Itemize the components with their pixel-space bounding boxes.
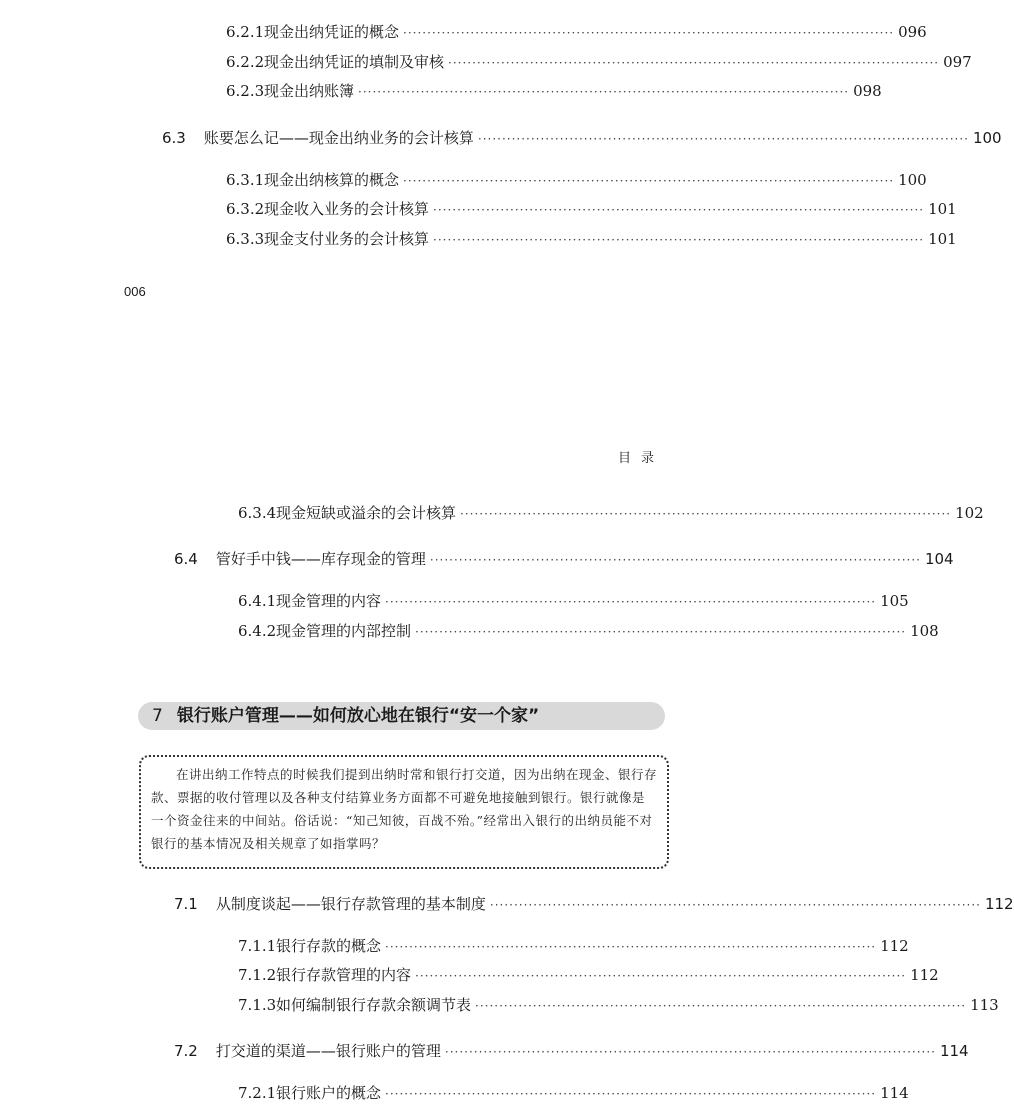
entry-number: 6.3.4	[238, 504, 277, 522]
toc-entry-6-4-2[interactable]	[238, 619, 939, 643]
dot-leader: ······································································································	[403, 174, 895, 188]
dot-leader: ······································································································	[433, 203, 925, 217]
dot-leader: ······································································································	[385, 1087, 877, 1101]
entry-page: 105	[880, 592, 909, 610]
toc-entry-6-2-3[interactable]	[226, 79, 882, 103]
section-page: 104	[924, 550, 954, 568]
section-number: 7.1	[174, 895, 198, 913]
toc-entry-6-4-1[interactable]	[238, 589, 909, 613]
chapter-intro-box: 在讲出纳工作特点的时候我们提到出纳时常和银行打交道，因为出纳在现金、银行存款、票据的收付管理以及各种支付结算业务方面都不可避免地接触到银行。银行就像是一个资金往来的中间站。俗话说：“知己知彼，百战不殆。”经常出入银行的出纳员能不对银行的基本情况及相关规章了如指掌吗？	[139, 755, 669, 869]
dot-leader: ······································································································	[460, 507, 952, 521]
left-page-number: 006	[124, 284, 146, 299]
dot-leader: ······································································································	[489, 898, 981, 912]
chapter-number: 7	[152, 706, 163, 726]
entry-page: 100	[898, 171, 927, 189]
section-number: 6.4	[174, 550, 198, 568]
entry-page: 098	[853, 82, 882, 100]
dot-leader: ······································································································	[429, 553, 921, 567]
section-title: 管好手中钱——库存现金的管理	[215, 550, 426, 568]
entry-page: 102	[955, 504, 984, 522]
dot-leader: ······································································································	[403, 26, 895, 40]
section-title: 从制度谈起——银行存款管理的基本制度	[215, 895, 486, 913]
entry-number: 7.1.1	[238, 937, 277, 955]
entry-number: 7.1.2	[238, 966, 277, 984]
entry-title: 现金出纳凭证的填制及审核	[264, 53, 445, 71]
entry-page: 101	[928, 230, 957, 248]
toc-entry-6-3-2[interactable]	[226, 197, 957, 221]
entry-title: 银行账户的概念	[276, 1084, 382, 1102]
toc-entry-6-2-1[interactable]	[226, 20, 927, 44]
chapter-title: 银行账户管理——如何放心地在银行“安一个家”	[176, 706, 540, 726]
entry-title: 现金出纳账簿	[264, 82, 355, 100]
entry-title: 现金管理的内容	[276, 592, 382, 610]
entry-number: 6.3.3	[226, 230, 265, 248]
toc-section-6-4[interactable]	[174, 547, 954, 571]
entry-title: 现金出纳凭证的概念	[264, 23, 400, 41]
section-page: 100	[972, 129, 1002, 147]
running-head: 目录	[617, 451, 664, 466]
entry-number: 6.4.1	[238, 592, 277, 610]
toc-section-6-3[interactable]	[162, 126, 1002, 150]
toc-entry-6-3-1[interactable]	[226, 168, 927, 192]
entry-page: 108	[910, 622, 939, 640]
toc-entry-7-1-2[interactable]	[238, 963, 939, 987]
dot-leader: ······································································································	[385, 595, 877, 609]
entry-title: 现金管理的内部控制	[276, 622, 412, 640]
entry-number: 6.2.3	[226, 82, 265, 100]
toc-entry-7-2-1[interactable]	[238, 1081, 909, 1105]
section-number: 7.2	[174, 1042, 198, 1060]
toc-section-7-2[interactable]	[174, 1039, 969, 1063]
dot-leader: ······································································································	[385, 940, 877, 954]
dot-leader: ······································································································	[358, 85, 850, 99]
dot-leader: ······································································································	[433, 233, 925, 247]
dot-leader: ······································································································	[444, 1045, 936, 1059]
entry-title: 银行存款的概念	[276, 937, 382, 955]
entry-number: 6.2.1	[226, 23, 265, 41]
section-page: 112	[984, 895, 1014, 913]
entry-title: 现金收入业务的会计核算	[264, 200, 430, 218]
entry-number: 6.3.2	[226, 200, 265, 218]
entry-number: 7.1.3	[238, 996, 277, 1014]
toc-entry-6-3-3[interactable]	[226, 227, 957, 251]
dot-leader: ······································································································	[477, 132, 969, 146]
entry-number: 6.2.2	[226, 53, 265, 71]
toc-entry-6-2-2[interactable]	[226, 50, 972, 74]
entry-page: 101	[928, 200, 957, 218]
dot-leader: ······································································································	[448, 56, 940, 70]
entry-page: 113	[970, 996, 999, 1014]
entry-page: 097	[943, 53, 972, 71]
entry-page: 112	[910, 966, 939, 984]
section-number: 6.3	[162, 129, 186, 147]
entry-title: 现金出纳核算的概念	[264, 171, 400, 189]
toc-entry-6-3-4[interactable]	[238, 501, 984, 525]
dot-leader: ······································································································	[415, 969, 907, 983]
entry-number: 6.3.1	[226, 171, 265, 189]
dot-leader: ······································································································	[475, 999, 967, 1013]
chapter-7-heading[interactable]	[138, 702, 665, 730]
entry-page: 112	[880, 937, 909, 955]
section-page: 114	[939, 1042, 969, 1060]
entry-title: 现金短缺或溢余的会计核算	[276, 504, 457, 522]
toc-section-7-1[interactable]	[174, 892, 1014, 916]
entry-page: 114	[880, 1084, 909, 1102]
entry-title: 银行存款管理的内容	[276, 966, 412, 984]
section-title: 打交道的渠道——银行账户的管理	[215, 1042, 441, 1060]
section-title: 账要怎么记——现金出纳业务的会计核算	[203, 129, 474, 147]
toc-entry-7-1-1[interactable]	[238, 934, 909, 958]
dot-leader: ······································································································	[415, 625, 907, 639]
entry-title: 如何编制银行存款余额调节表	[276, 996, 472, 1014]
toc-entry-7-1-3[interactable]	[238, 993, 999, 1017]
entry-number: 6.4.2	[238, 622, 277, 640]
entry-title: 现金支付业务的会计核算	[264, 230, 430, 248]
entry-page: 096	[898, 23, 927, 41]
entry-number: 7.2.1	[238, 1084, 277, 1102]
